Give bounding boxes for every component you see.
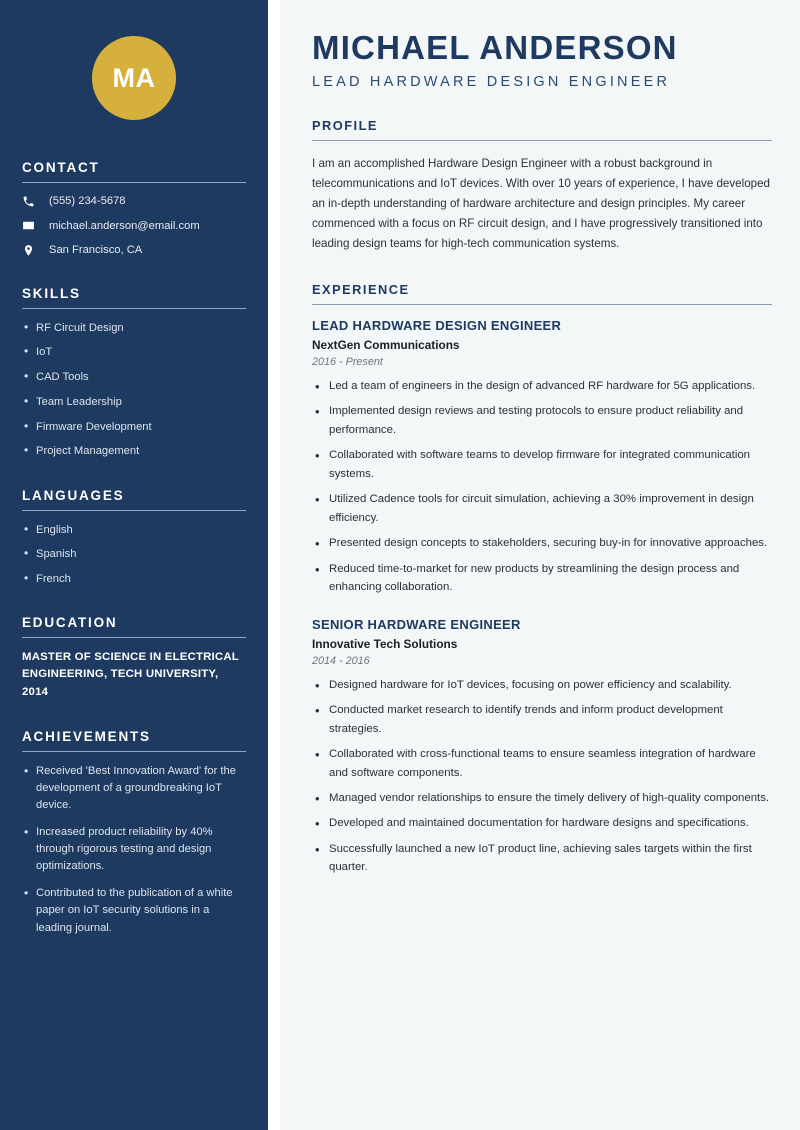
- achievements-heading: ACHIEVEMENTS: [22, 728, 151, 744]
- list-item: • Team Leadership: [22, 394, 246, 410]
- experience-divider: [312, 304, 772, 305]
- experience-company: NextGen Communications: [312, 337, 460, 352]
- list-item: • Managed vendor relationships to ensure the timely delivery of high-quality components.: [312, 789, 772, 807]
- list-item: • Implemented design reviews and testing protocols to ensure product reliability and performance.: [312, 402, 772, 439]
- experience-entry: [312, 318, 772, 597]
- list-item: • IoT: [22, 344, 246, 360]
- list-item: • Successfully launched a new IoT product line, achieving sales targets within the first quarter.: [312, 840, 772, 877]
- experience-heading: EXPERIENCE: [312, 281, 410, 297]
- list-item: • French: [22, 571, 246, 587]
- list-item: • Utilized Cadence tools for circuit simulation, achieving a 30% improvement in design efficiency.: [312, 490, 772, 527]
- skills-heading: SKILLS: [22, 285, 81, 301]
- contact-row-email[interactable]: [22, 219, 246, 234]
- languages-heading: LANGUAGES: [22, 487, 125, 503]
- education-section: [22, 615, 246, 700]
- list-item: • Collaborated with software teams to develop firmware for integrated communication systems.: [312, 446, 772, 483]
- list-item: • Firmware Development: [22, 419, 246, 435]
- map-pin-icon: [22, 244, 42, 257]
- profile-section: [312, 118, 772, 254]
- main-content: [280, 0, 800, 1130]
- skills-divider: [22, 308, 246, 309]
- contact-heading: CONTACT: [22, 160, 100, 175]
- email-value: michael.anderson@email.com: [49, 219, 200, 232]
- experience-entry: [312, 617, 772, 877]
- phone-value: (555) 234-5678: [49, 195, 126, 207]
- skills-list: [22, 320, 246, 460]
- list-item: • Presented design concepts to stakeholders, securing buy-in for innovative approaches.: [312, 534, 772, 552]
- list-item: • RF Circuit Design: [22, 320, 246, 336]
- experience-section: [312, 282, 772, 877]
- sidebar-main-gap: [268, 0, 280, 1130]
- languages-section: [22, 488, 246, 588]
- avatar-container: [22, 0, 246, 160]
- list-item: • Designed hardware for IoT devices, focusing on power efficiency and scalability.: [312, 676, 772, 694]
- experience-job-title: LEAD HARDWARE DESIGN ENGINEER: [312, 317, 562, 333]
- profile-heading: PROFILE: [312, 118, 378, 134]
- experience-bullet-list: [312, 377, 772, 597]
- achievements-list: [22, 763, 246, 937]
- list-item: • English: [22, 522, 246, 538]
- job-subtitle: LEAD HARDWARE DESIGN ENGINEER: [312, 74, 671, 91]
- list-item: • Led a team of engineers in the design of advanced RF hardware for 5G applications.: [312, 377, 772, 395]
- contact-row-phone[interactable]: [22, 194, 246, 209]
- list-item: • Spanish: [22, 546, 246, 562]
- contact-divider: [22, 182, 246, 183]
- list-item: • Increased product reliability by 40% through rigorous testing and design optimizations.: [22, 824, 246, 876]
- avatar: MA: [92, 36, 176, 120]
- languages-divider: [22, 510, 246, 511]
- skills-section: [22, 286, 246, 460]
- list-item: • Reduced time-to-market for new products by streamlining the design process and enhancing collaboration.: [312, 560, 772, 597]
- education-entry: MASTER OF SCIENCE IN ELECTRICAL ENGINEERING, TECH UNIVERSITY, 2014: [22, 651, 239, 698]
- profile-text: I am an accomplished Hardware Design Engineer with a robust background in telecommunications and IoT devices. With over 10 years of experience, I have developed an in-depth understanding of hardware architecture and design principles. My career commenced with a focus on RF circuit design, and I have progressively transitioned into leading design teams for high-tech communication systems.: [312, 157, 770, 251]
- page-title: MICHAEL ANDERSON: [312, 29, 678, 66]
- list-item: • Developed and maintained documentation for hardware designs and specifications.: [312, 814, 772, 832]
- list-item: • Conducted market research to identify trends and inform product development strategies.: [312, 701, 772, 738]
- phone-icon: [22, 195, 42, 208]
- experience-bullet-list: [312, 676, 772, 877]
- list-item: • Collaborated with cross-functional teams to ensure seamless integration of hardware and software components.: [312, 745, 772, 782]
- profile-divider: [312, 140, 772, 141]
- sidebar: [0, 0, 268, 1130]
- contact-section: [22, 160, 246, 258]
- list-item: • Contributed to the publication of a white paper on IoT security solutions in a leading journal.: [22, 885, 246, 937]
- education-heading: EDUCATION: [22, 615, 118, 631]
- experience-company: Innovative Tech Solutions: [312, 636, 458, 651]
- contact-row-location[interactable]: [22, 243, 246, 258]
- envelope-icon: [22, 219, 42, 232]
- experience-dates: 2016 - Present: [312, 355, 383, 368]
- experience-job-title: SENIOR HARDWARE ENGINEER: [312, 616, 521, 632]
- location-value: San Francisco, CA: [49, 244, 143, 257]
- education-divider: [22, 637, 246, 638]
- languages-list: [22, 522, 246, 588]
- list-item: • CAD Tools: [22, 369, 246, 385]
- experience-dates: 2014 - 2016: [312, 654, 370, 667]
- list-item: • Received 'Best Innovation Award' for the development of a groundbreaking IoT device.: [22, 763, 246, 815]
- list-item: • Project Management: [22, 443, 246, 459]
- achievements-divider: [22, 751, 246, 752]
- achievements-section: [22, 729, 246, 937]
